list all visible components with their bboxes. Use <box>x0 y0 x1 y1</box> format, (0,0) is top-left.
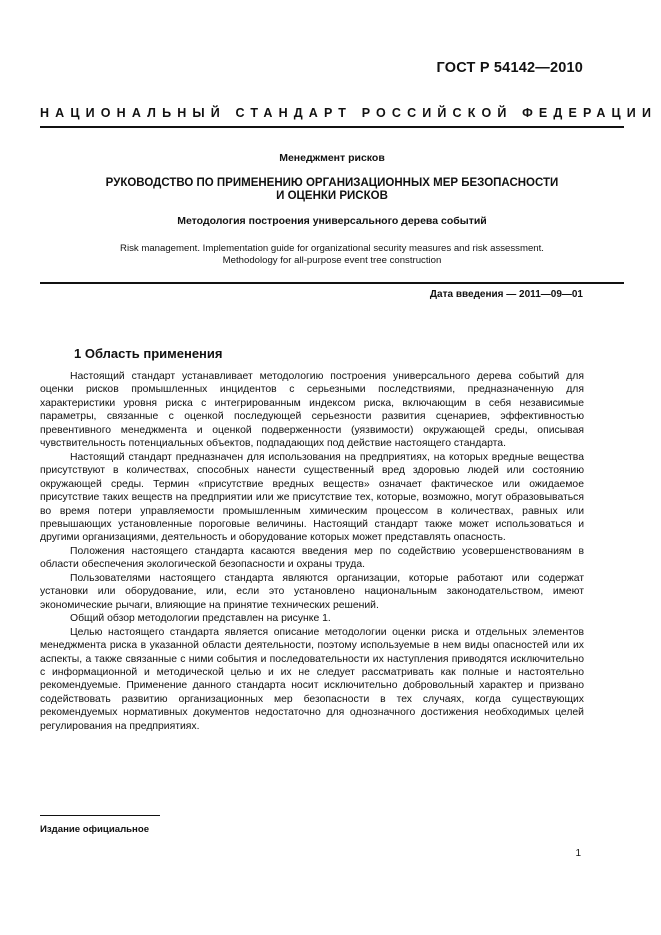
top-divider <box>40 126 624 128</box>
english-title <box>40 243 624 267</box>
paragraph: Целью настоящего стандарта является описание методологии оценки риска и отдельных элементов менеджмента риска в указанной области деятельности, поэтому используемые в нем виды опасностей или их аспекты, а также связанные с ними события и последовательности их наступления приводятся исключительно с информационной и методической целью и их не следует рассматривать как полные и настоятельно рекомендуемые. Применение данного стандарта носит исключительно добровольный характер и призвано содействовать развитию организационных мер безопасности в тех случаях, когда существующих рекомендуемых нормативных документов недостаточно для однозначного достижения необходимых целей регулирования на предприятиях. <box>40 626 584 732</box>
section-body <box>40 370 584 733</box>
document-title-line-2: И ОЦЕНКИ РИСКОВ <box>276 190 388 202</box>
title-block-divider <box>40 282 624 284</box>
paragraph: Настоящий стандарт предназначен для использования на предприятиях, на которых вредные вещества присутствуют в количествах, способных нанести существенный вред здоровью людей или состоянию окружающей среды. Термин «присутствие вредных веществ» означает фактическое или ожидаемое присутствие таких веществ на предприятии или же присутствие тех, которые, возможно, могут образовываться во время потери управляемости промышленным химическим процессом в количествах, равных или превышающих установленные пороговые величины. Настоящий стандарт также может использоваться и другими организациями, деятельность и оборудование которых может представлять опасность. <box>40 451 584 544</box>
english-title-line-1: Risk management. Implementation guide for organizational security measures and risk assessment. <box>120 243 544 254</box>
document-number: ГОСТ Р 54142—2010 <box>436 60 583 76</box>
footnote-divider <box>40 815 160 816</box>
paragraph: Настоящий стандарт устанавливает методологию построения универсального дерева событий для оценки рисков промышленных инцидентов с серьезными последствиями, предназначенную для характеристики уровня риска с интегрированным индексом риска, включающим в себя независимые параметры, связанные с оценкой последующей серьезности развития сценариев, эффективностью превентивного менеджмента и оценкой подверженности (уязвимости) окружающей среды, описывая чувствительность потенциальных объектов, подпадающих под действие настоящего стандарта. <box>40 371 584 450</box>
paragraph: Общий обзор методологии представлен на рисунке 1. <box>70 613 331 625</box>
page-number: 1 <box>575 848 581 859</box>
paragraph: Пользователями настоящего стандарта являются организации, которые работают или содержат установки или оборудование, или, если это установлено национальным законодательством, имеют экономические рычаги, влияющие на принятие технических решений. <box>40 572 584 611</box>
edition-label: Издание официальное <box>40 824 150 835</box>
document-subtitle: Методология построения универсального дерева событий <box>177 215 487 227</box>
standard-type-heading: НАЦИОНАЛЬНЫЙ СТАНДАРТ РОССИЙСКОЙ ФЕДЕРАЦИИ <box>40 106 658 120</box>
paragraph: Положения настоящего стандарта касаются введения мер по содействию усовершенствованиям в области обеспечения экологической безопасности и охраны труда. <box>40 545 584 571</box>
english-title-line-2: Methodology for all-purpose event tree construction <box>222 255 442 266</box>
document-title <box>40 177 624 203</box>
section-heading: 1 Область применения <box>74 346 223 361</box>
introduction-date: Дата введения — 2011—09—01 <box>429 289 583 300</box>
document-title-line-1: РУКОВОДСТВО ПО ПРИМЕНЕНИЮ ОРГАНИЗАЦИОННЫХ МЕР БЕЗОПАСНОСТИ <box>105 177 559 189</box>
subject-heading: Менеджмент рисков <box>279 152 385 164</box>
